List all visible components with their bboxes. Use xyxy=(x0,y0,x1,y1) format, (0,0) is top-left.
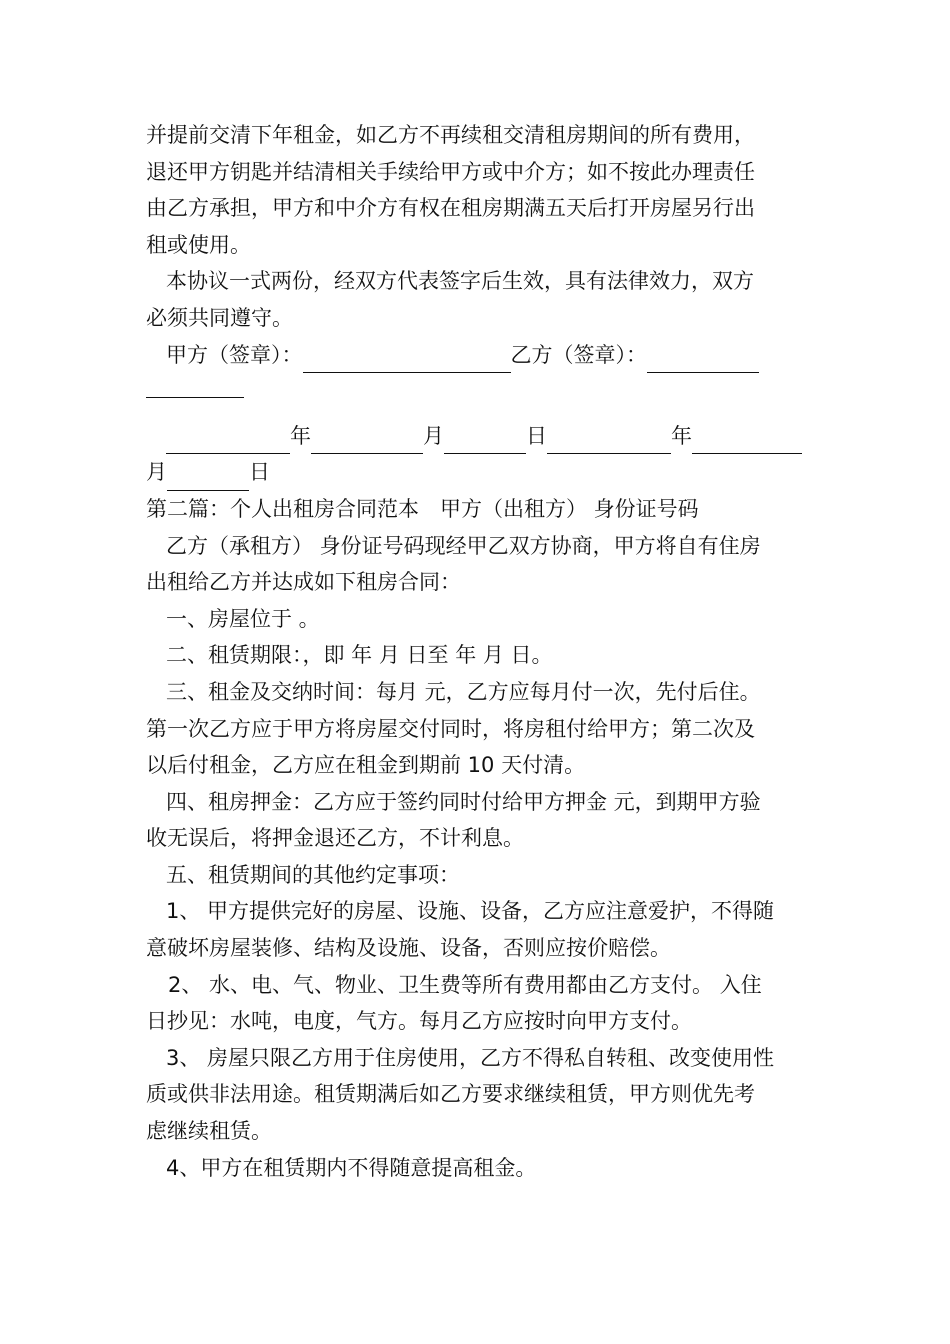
paragraph-line: 并提前交清下年租金，如乙方不再续租交清租房期间的所有费用， xyxy=(146,123,755,147)
paragraph-line: 虑继续租赁。 xyxy=(146,1119,272,1144)
clause-line: 四、租房押金：乙方应于签约同时付给甲方押金 元，到期甲方验 xyxy=(166,789,761,814)
month-label-2: 月 xyxy=(146,460,167,485)
day-label-2: 日 xyxy=(249,460,270,485)
clause-line: 二、租赁期限：，即 年 月 日至 年 月 日。 xyxy=(166,643,553,668)
year-label: 年 xyxy=(290,423,311,448)
paragraph-line: 乙方（承租方） 身份证号码现经甲乙双方协商，甲方将自有住房 xyxy=(166,533,761,558)
clause-line: 五、租赁期间的其他约定事项： xyxy=(166,862,460,887)
paragraph-line: 意破坏房屋装修、结构及设施、设备，否则应按价赔偿。 xyxy=(146,936,671,961)
day-label: 日 xyxy=(526,423,547,448)
paragraph-line: 收无误后，将押金退还乙方，不计利息。 xyxy=(146,826,524,851)
year-label-2: 年 xyxy=(671,423,692,448)
paragraph-line: 质或供非法用途。租赁期满后如乙方要求继续租赁，甲方则优先考 xyxy=(146,1082,755,1107)
paragraph-line: 本协议一式两份，经双方代表签字后生效，具有法律效力，双方 xyxy=(166,269,754,294)
date-row xyxy=(146,418,806,455)
clause-line: 一、房屋位于 。 xyxy=(166,606,320,631)
paragraph-line: 出租给乙方并达成如下租房合同： xyxy=(146,570,461,595)
section-title: 第二篇：个人出租房合同范本 甲方（出租方） 身份证号码 xyxy=(146,496,699,521)
paragraph-line: 必须共同遵守。 xyxy=(146,305,293,330)
year-blank-2 xyxy=(547,431,671,454)
clause-line: 2、 水、电、气、物业、卫生费等所有费用都由乙方支付。 入住 xyxy=(168,972,762,997)
party-a-signature-blank xyxy=(303,350,511,373)
paragraph-line: 租或使用。 xyxy=(146,232,251,257)
signature-blank-continuation xyxy=(146,375,244,398)
paragraph-line: 以后付租金，乙方应在租金到期前 10 天付清。 xyxy=(146,753,586,778)
month-blank xyxy=(311,431,423,454)
clause-line: 3、 房屋只限乙方用于住房使用，乙方不得私自转租、改变使用性 xyxy=(166,1045,775,1070)
date-row-continuation xyxy=(146,454,806,491)
paragraph-line: 第一次乙方应于甲方将房屋交付同时，将房租付给甲方；第二次及 xyxy=(146,716,755,741)
paragraph-line: 日抄见：水吨，电度，气方。每月乙方应按时向甲方支付。 xyxy=(146,1009,692,1034)
day-blank xyxy=(444,431,526,454)
paragraph-line: 由乙方承担，甲方和中介方有权在租房期满五天后打开房屋另行出 xyxy=(146,196,755,221)
day-blank-2 xyxy=(167,468,249,491)
month-label: 月 xyxy=(423,423,444,448)
party-b-signature-blank xyxy=(647,350,759,373)
signature-continuation xyxy=(146,373,806,410)
paragraph-line: 退还甲方钥匙并结清相关手续给甲方或中介方；如不按此办理责任 xyxy=(146,159,755,184)
document-body xyxy=(146,117,806,1186)
month-blank-2 xyxy=(692,431,802,454)
party-a-signature-label: 甲方（签章）： xyxy=(166,342,303,367)
signature-row xyxy=(146,337,806,374)
party-b-signature-label: 乙方（签章）： xyxy=(510,342,647,367)
clause-line: 4、甲方在租赁期内不得随意提高租金。 xyxy=(166,1155,537,1180)
year-blank xyxy=(166,431,290,454)
clause-line: 三、租金及交纳时间：每月 元，乙方应每月付一次，先付后住。 xyxy=(166,679,761,704)
clause-line: 1、 甲方提供完好的房屋、设施、设备，乙方应注意爱护，不得随 xyxy=(166,899,775,924)
